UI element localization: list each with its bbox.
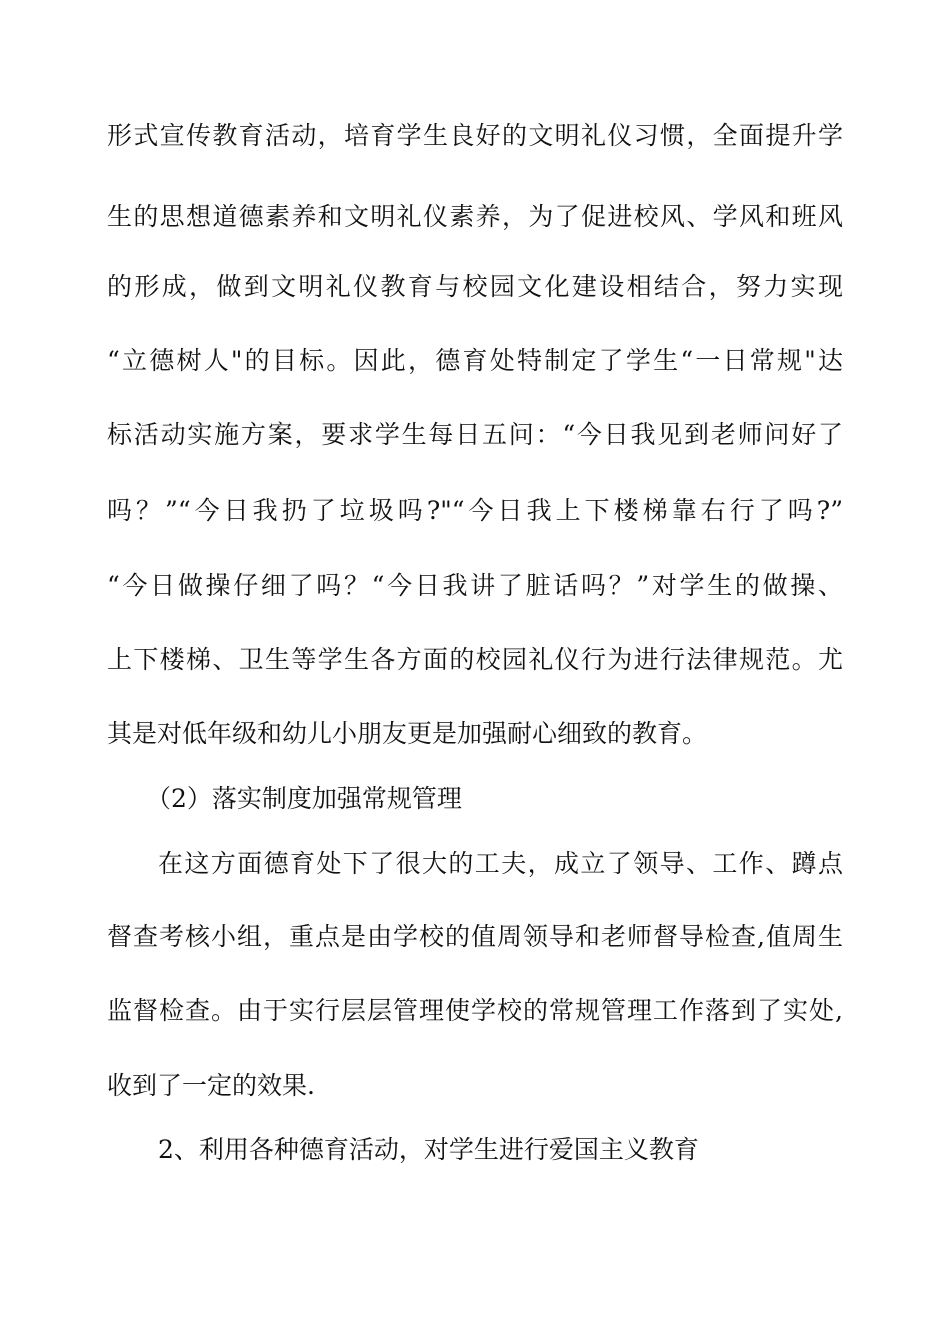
paragraph-line: 在这方面德育处下了很大的工夫，成立了领导、工作、蹲点 bbox=[158, 849, 843, 878]
paragraph-line: 生的思想道德素养和文明礼仪素养，为了促进校风、学风和班风 bbox=[107, 202, 843, 231]
paragraph-line: “立德树人"的目标。因此，德育处特制定了学生“一日常规"达 bbox=[107, 346, 843, 375]
paragraph-line: 收到了一定的效果. bbox=[107, 1071, 315, 1100]
paragraph-line: 上下楼梯、卫生等学生各方面的校园礼仪行为进行法律规范。尤 bbox=[107, 645, 843, 674]
paragraph-line: 监督检查。由于实行层层管理使学校的常规管理工作落到了实处, bbox=[107, 996, 843, 1025]
paragraph-line: 形式宣传教育活动，培育学生良好的文明礼仪习惯，全面提升学 bbox=[107, 121, 843, 150]
paragraph-line: 督查考核小组，重点是由学校的值周领导和老师督导检查,值周生 bbox=[107, 922, 843, 951]
paragraph-line: 的形成，做到文明礼仪教育与校园文化建设相结合，努力实现 bbox=[107, 272, 843, 301]
subheading: （2）落实制度加强常规管理 bbox=[146, 784, 462, 813]
section-heading: 2、利用各种德育活动，对学生进行爱国主义教育 bbox=[158, 1135, 699, 1164]
paragraph-line: 吗？”“今日我扔了垃圾吗?"“今日我上下楼梯靠右行了吗?” bbox=[107, 496, 843, 525]
paragraph-line: 其是对低年级和幼儿小朋友更是加强耐心细致的教育。 bbox=[107, 719, 708, 748]
paragraph-line: “今日做操仔细了吗？“今日我讲了脏话吗？”对学生的做操、 bbox=[107, 571, 843, 600]
paragraph-line: 标活动实施方案，要求学生每日五问：“今日我见到老师问好了 bbox=[107, 420, 843, 449]
